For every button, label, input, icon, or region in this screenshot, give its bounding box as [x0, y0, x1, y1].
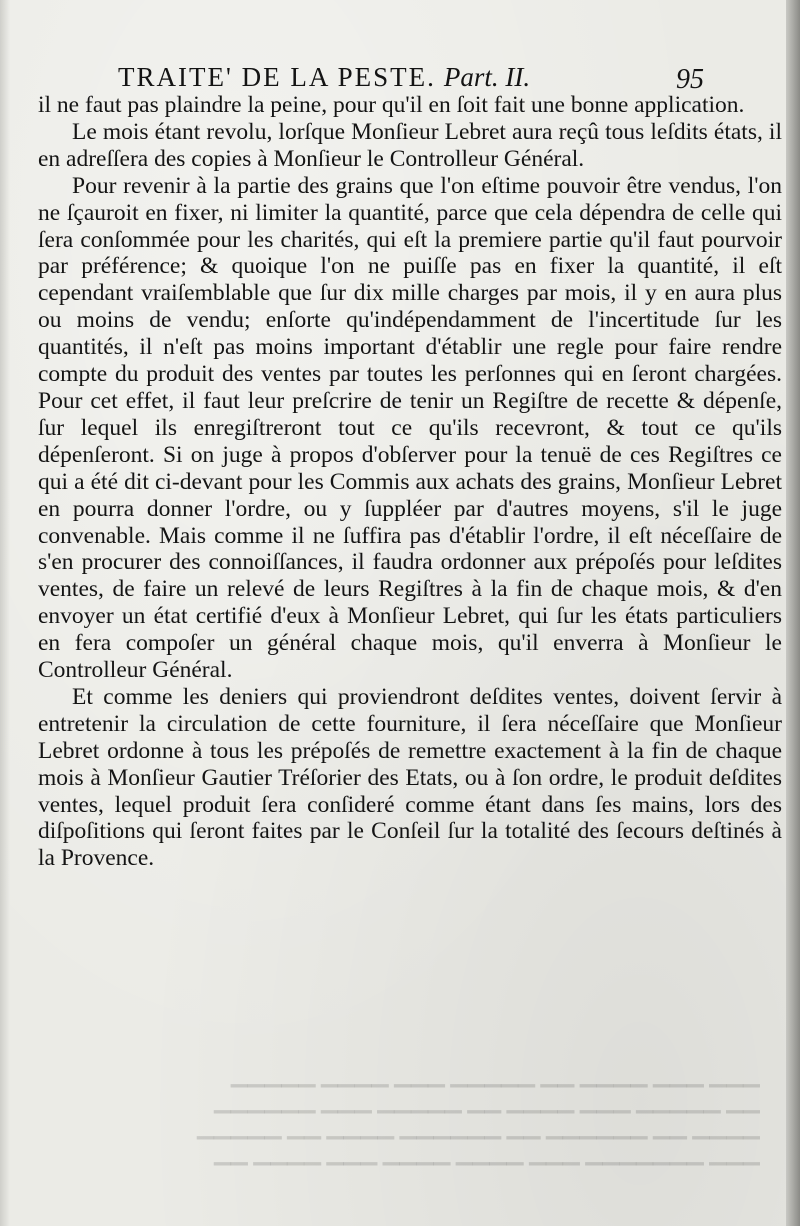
show-through-line: ▁▁▁ ▁▁▁▁▁▁▁ ▁▁▁ ▁▁▁▁ ▁▁▁▁ ▁▁▁ ▁▁▁▁ ▁▁ [213, 1140, 760, 1165]
show-through-line: ▁▁▁ ▁▁▁ ▁▁▁▁ ▁▁ ▁▁▁▁▁ ▁▁▁ ▁▁▁▁ ▁▁▁▁▁ [230, 1062, 760, 1087]
paragraph-grain-sales: Pour revenir à la partie des grains que l'on eſtime pouvoir être vendus, l'on ne ſçauroit en fixer, ni limiter la quantité, parce que cela dépendra de celle qui ſera conſommée pour les charités, qui eſt la premiere partie qu'il faut pourvoir par préférence; & quoique l'on ne puiſſe pas en fixer la quantité, il eſt cependant vraiſemblable que ſur dix mille charges par mois, il y en aura plus ou moins de vendu; enſorte qu'indépendamment de l'incertitude ſur les quantités, il n'eſt pas moins important d'établir une regle pour faire rendre compte du produit des ventes par toutes les perſonnes qui en ſeront chargées. Pour cet effet, il faut leur preſcrire de tenir un Regiſtre de recette & dépenſe, ſur lequel ils enregiſtreront tout ce qu'ils recevront, & tout ce qu'ils dépenſeront. Si on juge à propos d'obſerver pour la tenuë de ces Regiſtres ce qui a été dit ci-devant pour les Commis aux achats des grains, Monſieur Lebret en pourra donner l'ordre, ou y ſuppléer par d'autres moyens, s'il le juge convenable. Mais comme il ne ſuffira pas d'établir l'ordre, il eſt néceſſaire de s'en procurer des connoiſſances, il faudra ordonner aux prépoſés pour leſdites ventes, de faire un relevé de leurs Regiſtres à la fin de chaque mois, & d'en envoyer un état certifié d'eux à Monſieur Lebret, qui ſur les états particuliers en fera compoſer un général chaque mois, qu'il enverra à Monſieur le Controlleur Général. [38, 172, 782, 684]
paragraph-month-reports: Le mois étant revolu, lorſque Monſieur Lebret aura reçû tous leſdits états, il en adreſſera des copies à Monſieur le Controlleur Général. [38, 118, 782, 172]
paragraph-sales-proceeds: Et comme les deniers qui proviendront deſdites ventes, doivent ſervir à entretenir la circulation de cette fourniture, il ſera néceſſaire que Monſieur Lebret ordonne à tous les prépoſés de remettre exactement à la fin de chaque mois à Monſieur Gautier Tréſorier des Etats, ou à ſon ordre, le produit deſdites ventes, lequel produit ſera conſideré comme étant dans ſes mains, lors des diſpoſitions qui ſeront faites par le Conſeil ſur la totalité des ſecours deſtinés à la Provence. [38, 683, 782, 872]
page-binding-shadow [786, 0, 800, 1226]
paragraph-continued: il ne faut pas plaindre la peine, pour qu'il en ſoit fait une bonne application. [38, 92, 745, 118]
page-number: 95 [676, 64, 704, 95]
page-left-edge [0, 0, 10, 1226]
show-through-line: ▁▁▁▁ ▁▁ ▁▁▁▁▁▁ ▁▁ ▁▁▁▁▁▁ ▁▁▁▁ ▁▁ ▁▁▁▁▁ [197, 1114, 760, 1139]
running-title: TRAITE' DE LA PESTE. [118, 62, 436, 92]
show-through-line: ▁▁ ▁▁▁▁▁ ▁▁▁ ▁▁▁▁ ▁▁ ▁▁▁▁▁ ▁▁▁ ▁▁▁▁▁▁ [213, 1088, 760, 1113]
body-text [38, 92, 782, 872]
running-header [118, 62, 718, 96]
running-part: Part. II. [443, 62, 531, 92]
